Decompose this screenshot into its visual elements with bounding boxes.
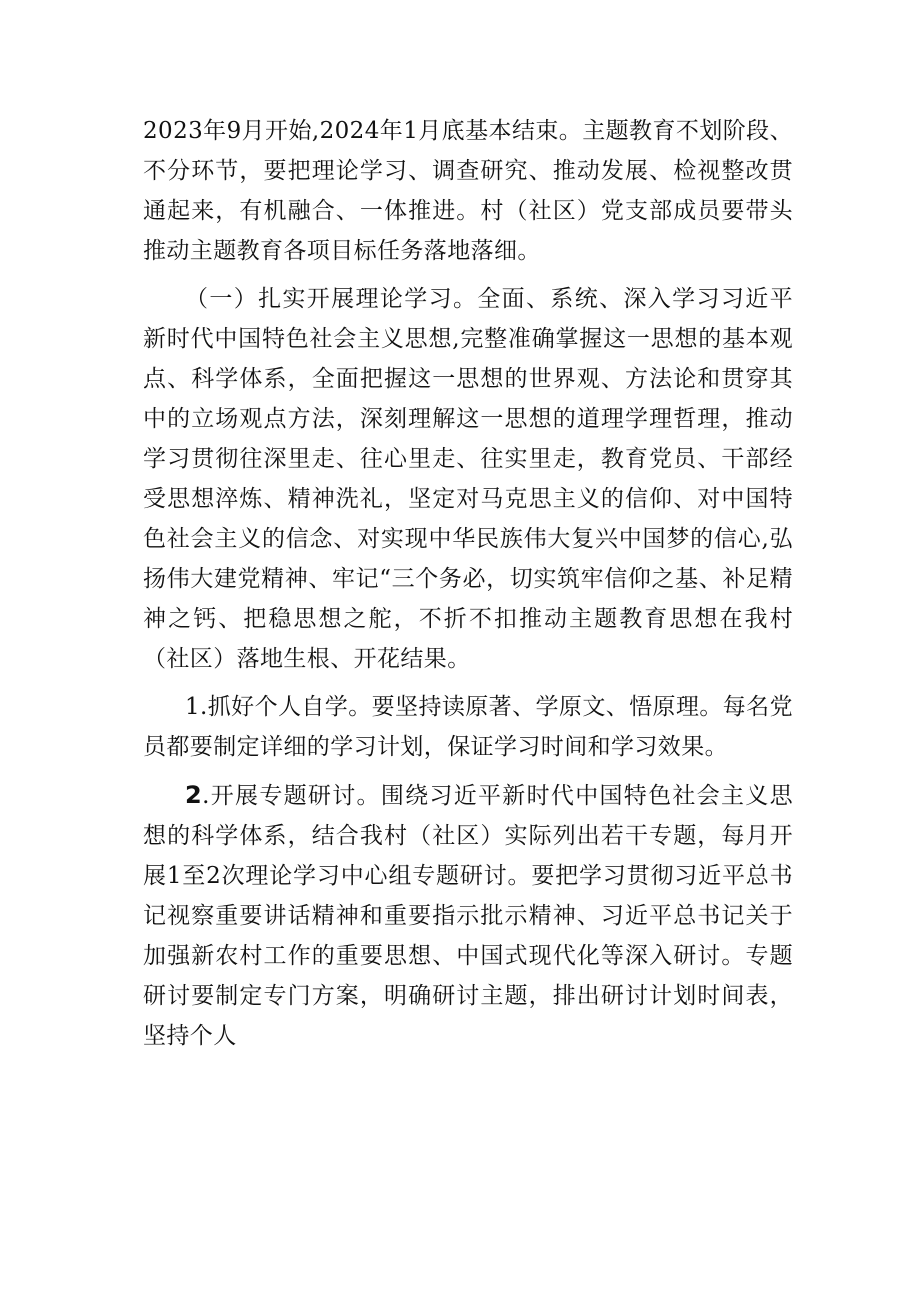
paragraph-text: 2023年9月开始,2024年1月底基本结束。主题教育不划阶段、不分环节，要把理论学习、调查研究、推动发展、检视整改贯通起来，有机融合、一体推进。村（社区）党支部成员要带头推动主题教育各项目标任务落地落细。 — [143, 118, 793, 264]
paragraph-text: .开展专题研讨。围绕习近平新时代中国特色社会主义思想的科学体系，结合我村（社区）实际列出若干专题，每月开展1至2次理论学习中心组专题研讨。要把学习贯彻习近平总书记视察重要讲话精神和重要指示批示精神、习近平总书记关于加强新农村工作的重要思想、中国式现代化等深入研讨。专题研讨要制定专门方案，明确研讨主题，排出研讨计划时间表，坚持个人 — [143, 783, 793, 1049]
paragraph-text: 1.抓好个人自学。要坚持读原著、学原文、悟原理。每名党员都要制定详细的学习计划，保证学习时间和学习效果。 — [143, 694, 793, 760]
paragraph-seminar — [143, 775, 793, 1056]
paragraph-schedule — [143, 111, 793, 271]
paragraph-theory-study — [143, 279, 793, 679]
paragraph-text: （一）扎实开展理论学习。全面、系统、深入学习习近平新时代中国特色社会主义思想,完整准确掌握这一思想的基本观点、科学体系，全面把握这一思想的世界观、方法论和贯穿其中的立场观点方法，深刻理解这一思想的道理学理哲理，推动学习贯彻往深里走、往心里走、往实里走，教育党员、干部经受思想淬炼、精神洗礼，坚定对马克思主义的信仰、对中国特色社会主义的信念、对实现中华民族伟大复兴中国梦的信心,弘扬伟大建党精神、牢记“三个务必，切实筑牢信仰之基、补足精神之钙、把稳思想之舵，不折不扣推动主题教育思想在我村（社区）落地生根、开花结果。 — [143, 286, 793, 672]
document-body — [143, 111, 793, 1056]
list-number: 2 — [185, 781, 203, 809]
paragraph-self-study — [143, 687, 793, 767]
